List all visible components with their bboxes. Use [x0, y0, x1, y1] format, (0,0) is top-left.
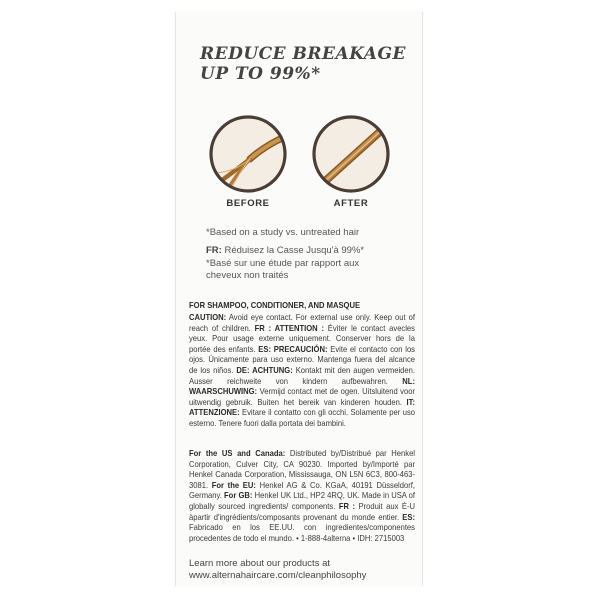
headline-line-2: UP TO 99%* — [200, 64, 321, 84]
french-tag: FR: — [206, 245, 222, 256]
french-footnote-line-1: *Basé sur une étude par rapport aux — [206, 257, 360, 269]
caution-text-en: Avoid eye contact. For external use only. Keep out of reach of children. — [189, 313, 415, 333]
caution-paragraph — [189, 313, 415, 430]
headline-line-1: REDUCE BREAKAGE — [200, 44, 406, 64]
page-title — [200, 44, 410, 84]
distribution-paragraph — [189, 449, 415, 544]
distrib-text-gb: Henkel UK Ltd., HP2 4RQ, UK. Made in USA of globally sourced ingredients/ components. — [189, 491, 415, 511]
caution-text-it: Evitare il contatto con gli occhi. Solamente per uso esterno. Tenere fuori dalla portata dei bambini. — [189, 408, 415, 428]
caution-tag-de: DE: ACHTUNG: — [236, 365, 293, 375]
distrib-text-us: Distributed by/Distribué par Henkel Corporation, Culver City, CA 90230. Imported by/Importé par Henkel Canada Corporation, Mississauga, ON L5N 6C3, 800-463-3081. — [189, 449, 415, 490]
caution-text-de: Kontakt mit den augen vermeiden. Ausser reichweite von kindern aufbewahren. — [189, 365, 416, 386]
caution-text-es: Evite el contacto con los ojos. Únicamente para uso externo. Mantenga fuera del alcance de los niños. — [189, 344, 415, 375]
after-label: AFTER — [333, 198, 369, 209]
distrib-tag-fr: FR : — [338, 501, 356, 511]
distrib-tag-gb: For GB: — [224, 491, 253, 501]
french-footnote-line-2: cheveux non traités — [206, 270, 289, 281]
website-url: www.alternahaircare.com/cleanphilosophy — [189, 570, 367, 581]
repaired-hair-strand-icon — [310, 113, 392, 195]
distrib-text-fr: Produit aux É-U àpartir d'ingrédients/composants provenant du monde entier. — [189, 501, 415, 522]
caution-tag-fr: FR : ATTENTION : — [254, 323, 324, 333]
product-info-panel — [175, 12, 423, 586]
french-headline-text: Réduisez la Casse Jusqu'à 99%* — [221, 245, 365, 256]
caution-tag-it: IT: ATTENZIONE: — [189, 397, 415, 418]
french-claim-headline — [206, 245, 411, 258]
learn-more — [189, 558, 419, 582]
caution-text-fr: Éviter le contact avecles yeux. Pour usage externe uniquement. Conserver hors de la portée des enfants. — [189, 323, 415, 354]
distrib-tag-us: For the US and Canada: — [189, 449, 286, 458]
caution-tag-nl: NL: WAARSCHUWING: — [189, 376, 415, 397]
study-footnote: *Based on a study vs. untreated hair — [206, 227, 360, 238]
distrib-text-eu: Henkel AG & Co. KGaA, 40191 Düsseldorf, Germany. — [189, 480, 415, 501]
distrib-tag-es: ES: — [402, 512, 415, 522]
caution-tag-en: CAUTION: — [189, 313, 227, 322]
learn-more-text: Learn more about our products at — [189, 558, 331, 569]
before-label: BEFORE — [226, 198, 270, 209]
distrib-tag-eu: For the EU: — [211, 480, 256, 490]
french-claim — [206, 245, 411, 283]
usage-section-title: FOR SHAMPOO, CONDITIONER, AND MASQUE — [189, 301, 361, 310]
split-end-hair-icon — [207, 113, 289, 195]
distrib-text-es: Fabricado en los EE.UU. con ingredientes/componentes procedentes de todo el mundo. • 1-888-4alterna • IDH: 2715003 — [189, 523, 415, 543]
caution-tag-es: ES: PRECAUCIÓN: — [258, 344, 328, 354]
caution-text-nl: Vermijd contact met de ogen. Uitsluitend voor uitwendig gebruik. Buiten het bereik van kinderen houden. — [189, 387, 415, 407]
